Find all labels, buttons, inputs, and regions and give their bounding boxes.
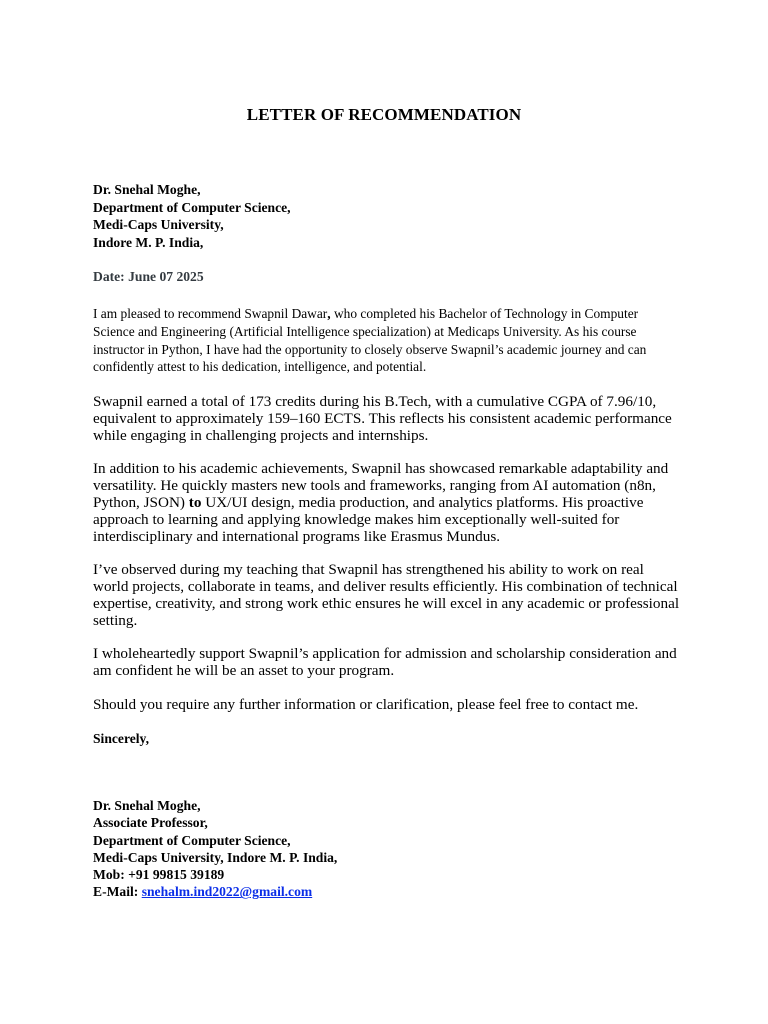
signature-mobile: Mob: +91 99815 39189 — [93, 867, 225, 883]
paragraph-contact: Should you require any further information or clarification, please feel free to contact me. — [93, 696, 639, 713]
sender-department: Department of Computer Science, — [93, 199, 291, 215]
paragraph-intro-part-a: I am pleased to recommend Swapnil Dawar — [93, 306, 328, 321]
closing: Sincerely, — [93, 731, 150, 746]
signature-university: Medi-Caps University, Indore M. P. India, — [93, 849, 338, 865]
paragraph-credits: Swapnil earned a total of 173 credits during his B.Tech, with a cumulative CGPA of 7.96/10, equivalent to approximately 159–160 ECTS. This reflects his consistent academic performance while engaging in challenging projects and internships. — [93, 393, 672, 444]
paragraph-skills-to: to — [188, 494, 202, 511]
paragraph-skills-part-b: UX/UI design, media production, and analytics platforms. His proactive approach to learning and applying knowledge makes him exceptionally well-suited for interdisciplinary and international programs like Erasmus Mundus. — [93, 494, 644, 545]
sender-location: Indore M. P. India, — [93, 234, 204, 250]
paragraph-skills-part-a: In addition to his academic achievements, Swapnil has showcased remarkable adaptability and versatility. He quickly masters new tools and frameworks, ranging from AI automation (n8n, Python, JSON) — [93, 460, 669, 511]
paragraph-intro-part-b: who completed his Bachelor of Technology in Computer Science and Engineering (Artificial Intelligence specialization) at Medicaps University. As his course instructor in Python, I have had the opportunity to closely observe Swapnil’s academic journey and can confidently attest to his dedication, intelligence, and potential. — [93, 306, 647, 375]
paragraph-support: I wholeheartedly support Swapnil’s application for admission and scholarship consideration and am confident he will be an asset to your program. — [93, 645, 677, 679]
paragraph-skills — [93, 460, 683, 545]
sender-block — [93, 181, 291, 251]
letter-date: Date: June 07 2025 — [93, 269, 204, 284]
sender-name: Dr. Snehal Moghe, — [93, 182, 201, 197]
signature-block — [93, 797, 337, 901]
paragraph-intro — [93, 305, 683, 376]
signature-position: Associate Professor, — [93, 815, 208, 831]
signature-name: Dr. Snehal Moghe, — [93, 798, 201, 813]
paragraph-observation: I’ve observed during my teaching that Swapnil has strengthened his ability to work on real world projects, collaborate in teams, and deliver results efficiently. His combination of technical expertise, creativity, and strong work ethic ensures he will excel in any academic or professional setting. — [93, 561, 680, 629]
sender-university: Medi-Caps University, — [93, 217, 224, 232]
paragraph-intro-comma: , — [327, 306, 331, 321]
signature-email-label: E-Mail: — [93, 884, 142, 900]
signature-email-line — [93, 883, 337, 900]
letter-title: LETTER OF RECOMMENDATION — [246, 105, 522, 124]
email-link[interactable]: snehalm.ind2022@gmail.com — [141, 884, 313, 900]
signature-department: Department of Computer Science, — [93, 832, 291, 848]
